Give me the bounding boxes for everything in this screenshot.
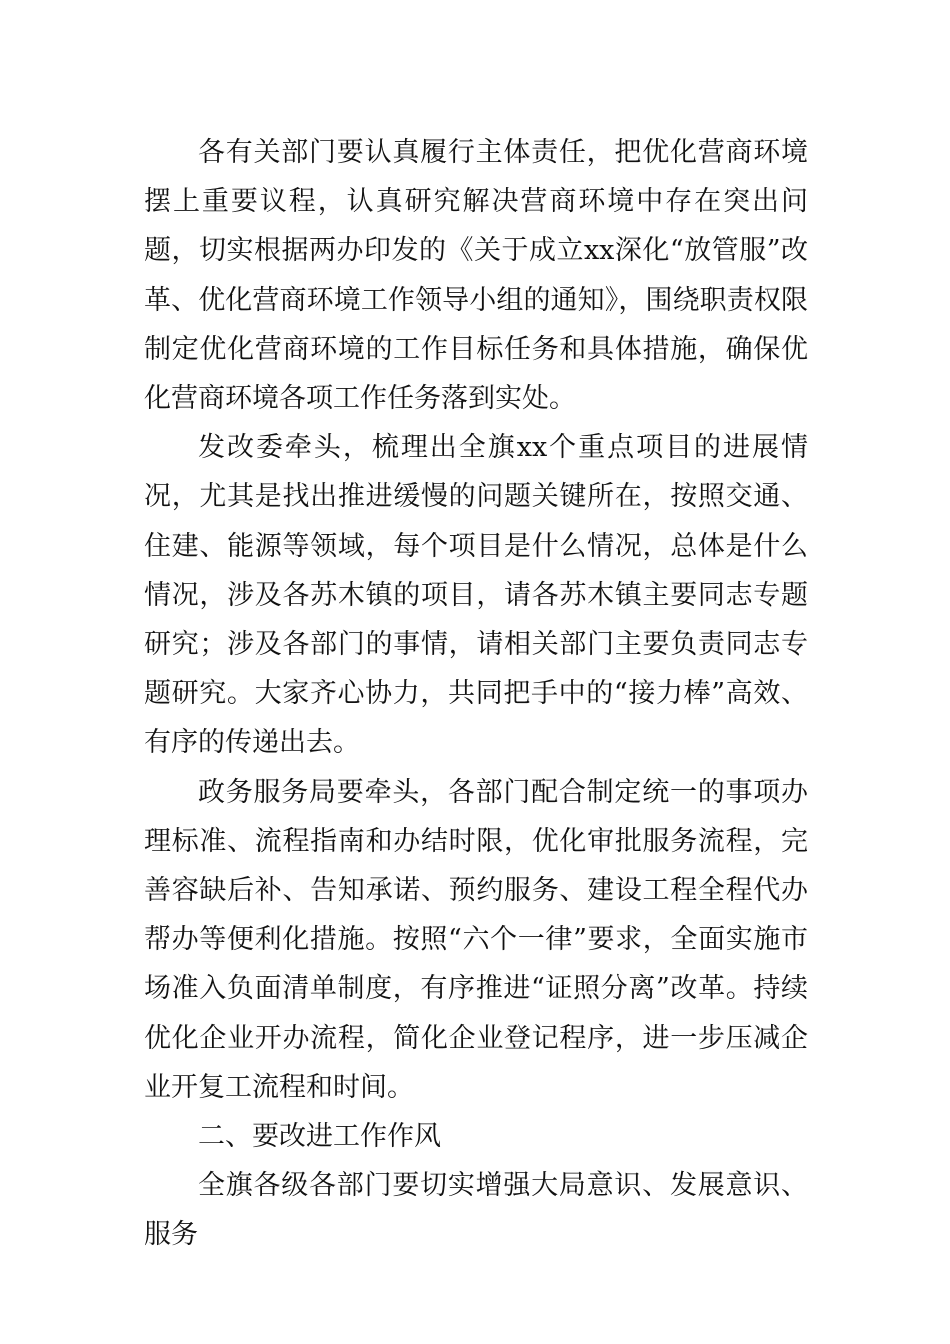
paragraph-responsibility: 各有关部门要认真履行主体责任，把优化营商环境摆上重要议程，认真研究解决营商环境中存在突出问题，切实根据两办印发的《关于成立xx深化“放管服”改革、优化营商环境工作领导小组的通知》，围绕职责权限制定优化营商环境的工作目标任务和具体措施，确保优化营商环境各项工作任务落到实处。 [144,137,808,415]
document-body [144,128,808,1260]
section-heading: 二、要改进工作作风 [198,1121,441,1153]
paragraph-government-services: 政务服务局要牵头，各部门配合制定统一的事项办理标准、流程指南和办结时限，优化审批服务流程，完善容缺后补、告知承诺、预约服务、建设工程全程代办帮办等便利化措施。按照“六个一律”要求，全面实施市场准入负面清单制度，有序推进“证照分离”改革。持续优化企业开办流程，简化企业登记程序，进一步压减企业开复工流程和时间。 [144,776,808,1103]
paragraph-key-projects: 发改委牵头，梳理出全旗xx个重点项目的进展情况，尤其是找出推进缓慢的问题关键所在，按照交通、住建、能源等领域，每个项目是什么情况，总体是什么情况，涉及各苏木镇的项目，请各苏木镇主要同志专题研究；涉及各部门的事情，请相关部门主要负责同志专题研究。大家齐心协力，共同把手中的“接力棒”高效、有序的传递出去。 [144,432,808,759]
paragraph-work-style: 全旗各级各部门要切实增强大局意识、发展意识、服务 [144,1170,808,1251]
